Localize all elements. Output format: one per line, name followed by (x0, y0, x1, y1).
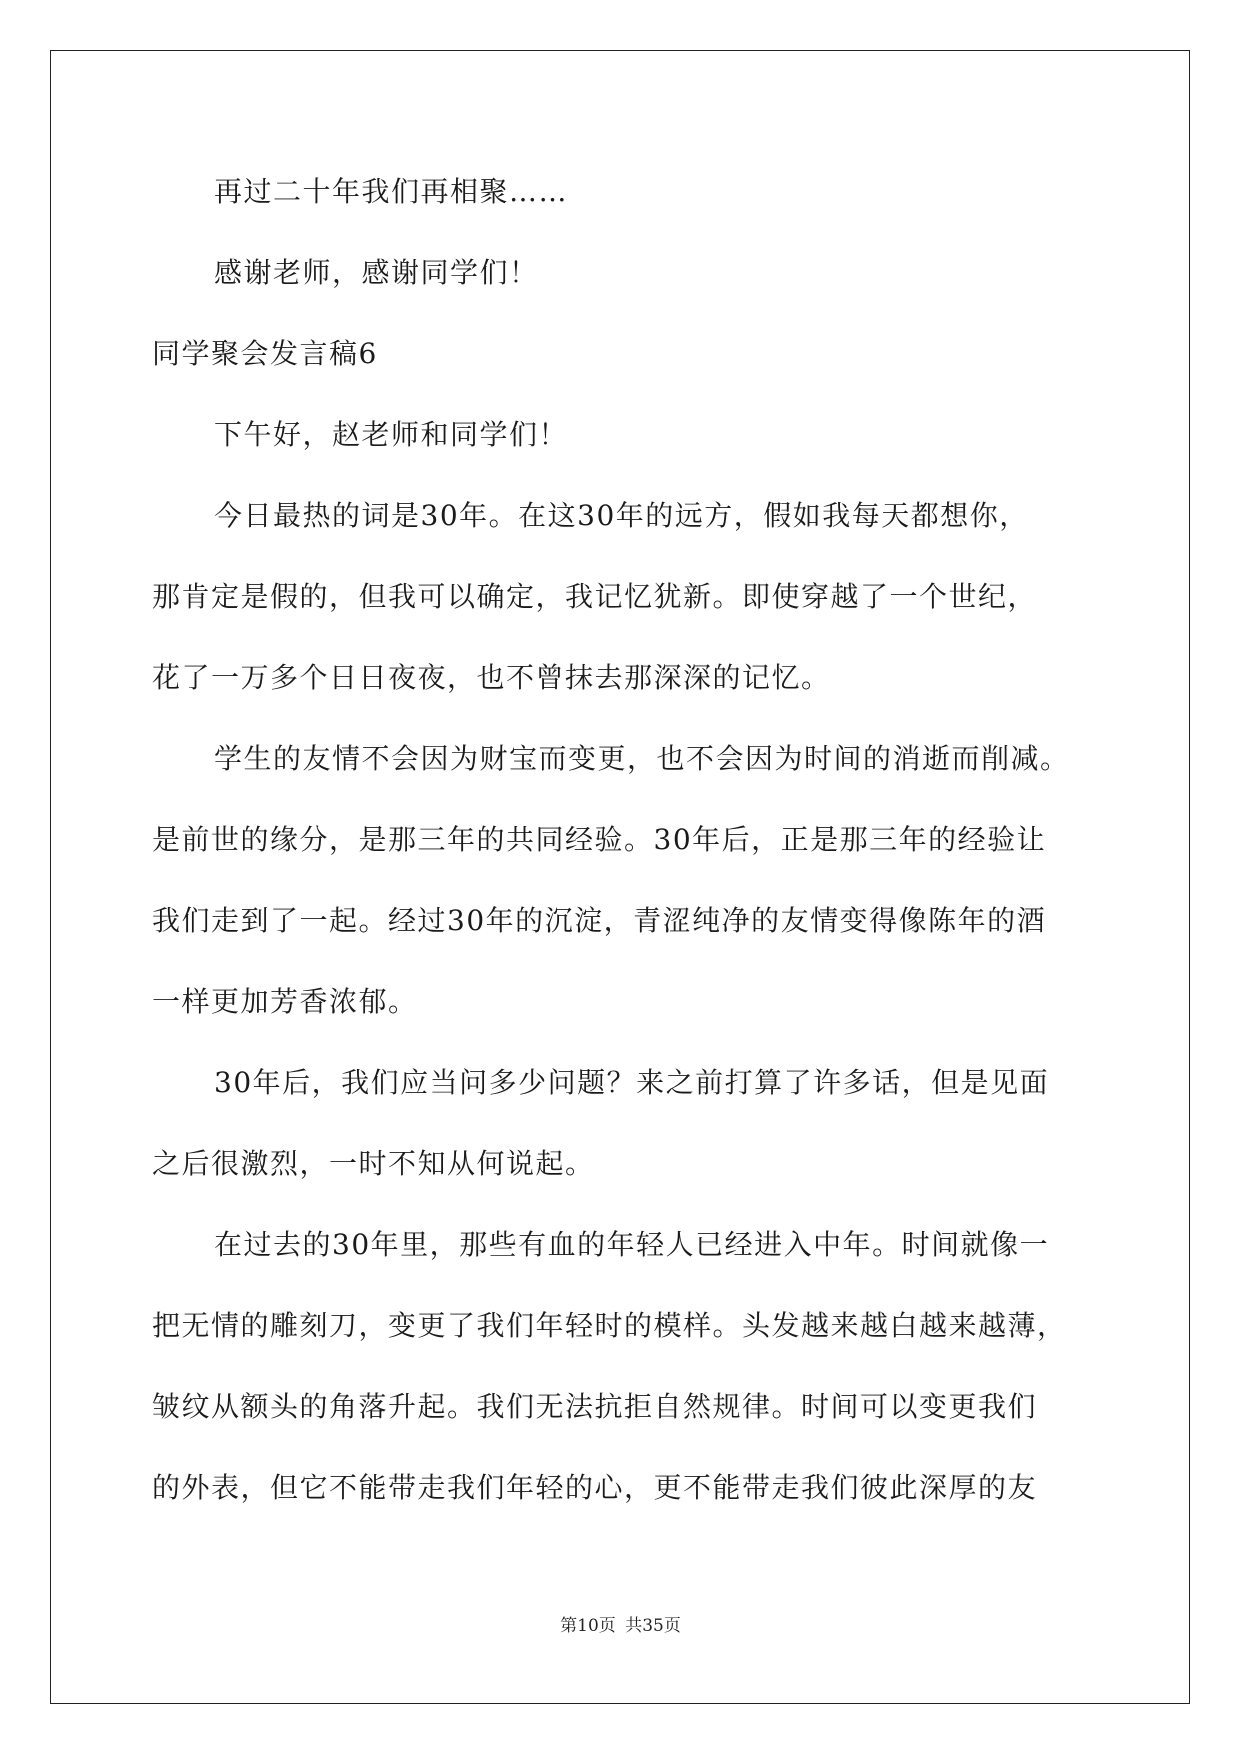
text-line: 皱纹从额头的角落升起。我们无法抗拒自然规律。时间可以变更我们 (152, 1390, 1038, 1423)
text-line: 之后很激烈，一时不知从何说起。 (152, 1147, 595, 1180)
text-line: 今日最热的词是30年。在这30年的远方，假如我每天都想你， (214, 499, 1029, 532)
current-page-number: 第10页 (560, 1616, 616, 1636)
page-footer (0, 1614, 1241, 1638)
text-line: 学生的友情不会因为财宝而变更，也不会因为时间的消逝而削减。 (214, 742, 1070, 775)
page-border (50, 50, 1190, 1704)
text-line: 30年后，我们应当问多少问题？来之前打算了许多话，但是见面 (214, 1066, 1050, 1099)
text-line: 我们走到了一起。经过30年的沉淀，青涩纯净的友情变得像陈年的酒 (152, 904, 1047, 937)
text-line: 是前世的缘分，是那三年的共同经验。30年后，正是那三年的经验让 (152, 823, 1047, 856)
text-line: 花了一万多个日日夜夜，也不曾抹去那深深的记忆。 (152, 661, 831, 694)
text-line: 那肯定是假的，但我可以确定，我记忆犹新。即使穿越了一个世纪， (152, 580, 1038, 613)
total-pages: 共35页 (625, 1616, 681, 1636)
text-line: 的外表，但它不能带走我们年轻的心，更不能带走我们彼此深厚的友 (152, 1471, 1038, 1504)
text-line: 再过二十年我们再相聚…… (214, 175, 569, 208)
text-line: 在过去的30年里，那些有血的年轻人已经进入中年。时间就像一 (214, 1228, 1050, 1261)
section-heading: 同学聚会发言稿6 (152, 337, 378, 370)
text-line: 一样更加芳香浓郁。 (152, 985, 418, 1018)
text-line: 感谢老师，感谢同学们！ (214, 256, 539, 289)
text-line: 把无情的雕刻刀，变更了我们年轻时的模样。头发越来越白越来越薄， (152, 1309, 1067, 1342)
text-line: 下午好，赵老师和同学们！ (214, 418, 569, 451)
